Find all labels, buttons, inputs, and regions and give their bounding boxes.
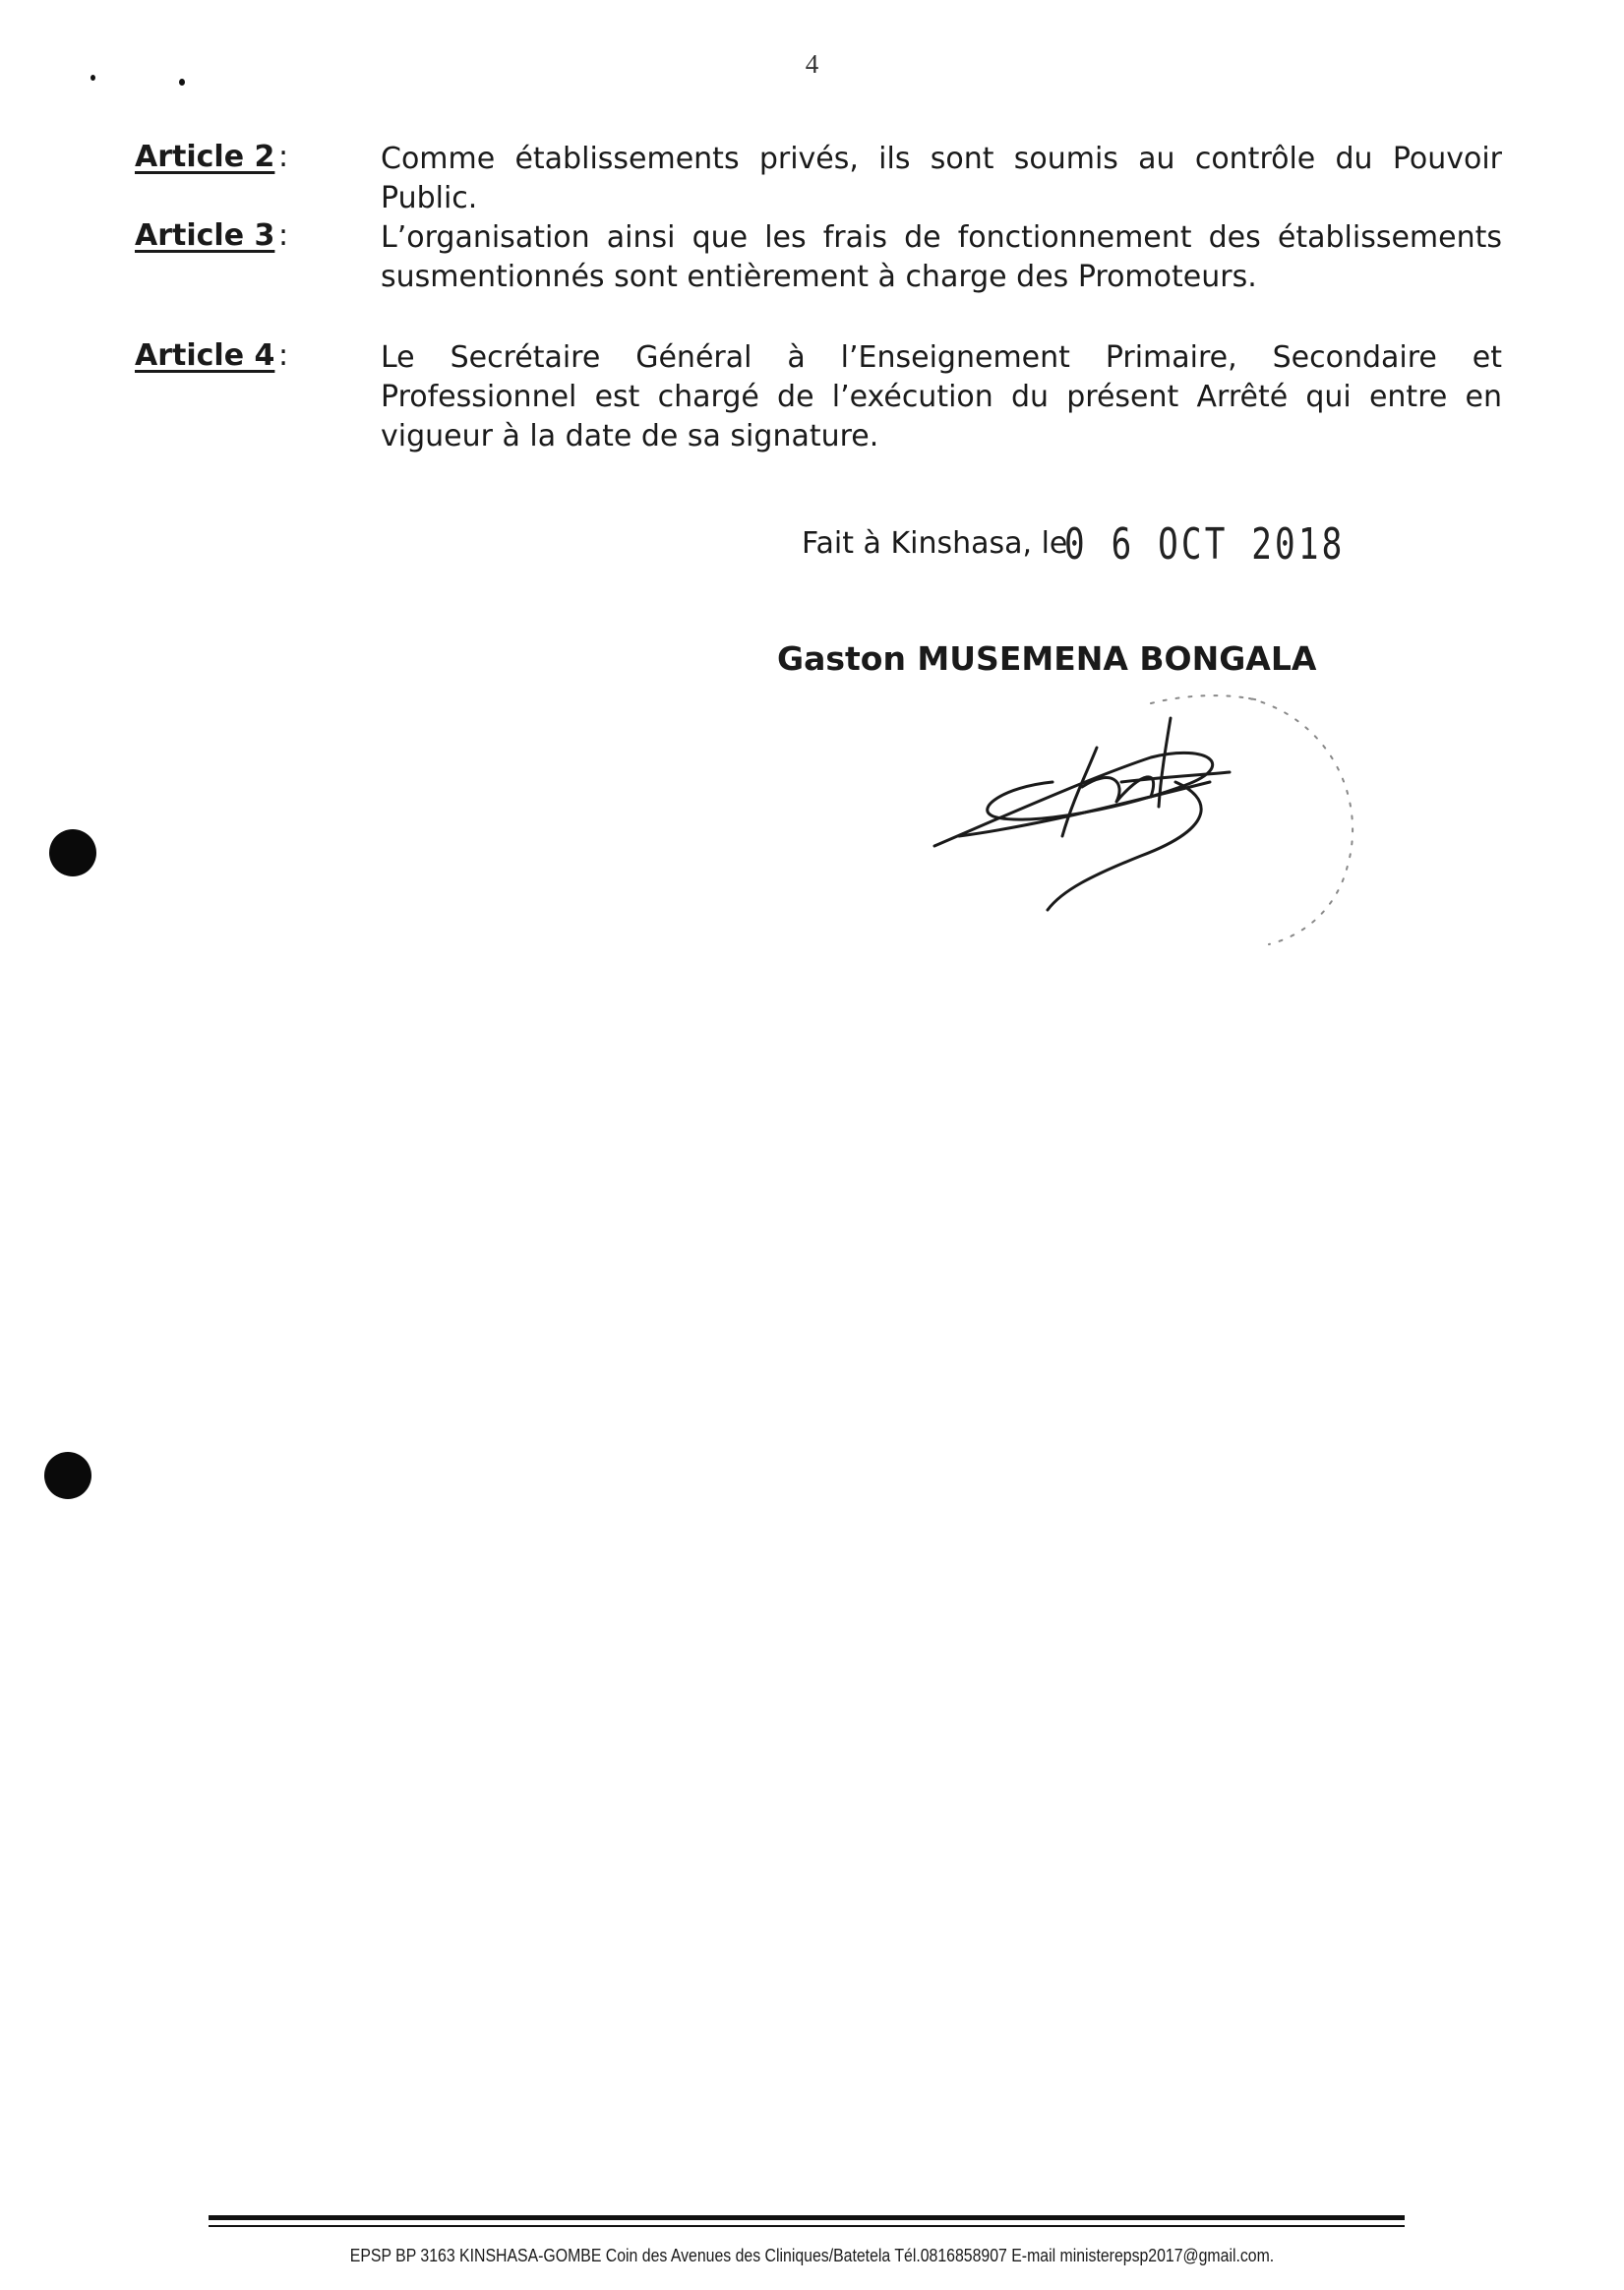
article-colon: : (278, 218, 289, 253)
article-colon: : (278, 338, 289, 373)
article-label: Article 2 (135, 140, 275, 174)
footer-rule (209, 2215, 1405, 2220)
place-of-signing: Fait à Kinshasa, le (802, 526, 1068, 561)
footer-rule (209, 2225, 1405, 2227)
article-label: Article 4 (135, 338, 275, 373)
article-text: Comme établissements privés, ils sont soumis au contrôle du Pouvoir Public. (381, 142, 1502, 215)
article-colon: : (278, 140, 289, 174)
page-number: 4 (805, 49, 819, 79)
signatory-name: Gaston MUSEMENA BONGALA (777, 639, 1317, 678)
punch-hole-top (49, 829, 96, 876)
article-label: Article 3 (135, 218, 275, 253)
date-stamp: 0 6 OCT 2018 (1064, 519, 1346, 570)
scan-speck (90, 75, 95, 81)
article-text: Le Secrétaire Général à l’Enseignement Primaire, Secondaire et Professionnel est chargé de l’exécution du présent Arrêté qui entre en vigueur à la date de sa signature. (381, 340, 1502, 453)
article-text: L’organisation ainsi que les frais de fonctionnement des établissements susmentionnés sont entièrement à charge des Promoteurs. (381, 220, 1502, 294)
punch-hole-bottom (44, 1452, 91, 1499)
handwritten-signature (915, 689, 1387, 968)
scan-speck (179, 79, 185, 86)
footer-address: EPSP BP 3163 KINSHASA-GOMBE Coin des Avenues des Cliniques/Batetela Tél.0816858907 E-mail ministerepsp2017@gmail.com. (349, 2246, 1275, 2265)
signature-icon (915, 689, 1387, 964)
